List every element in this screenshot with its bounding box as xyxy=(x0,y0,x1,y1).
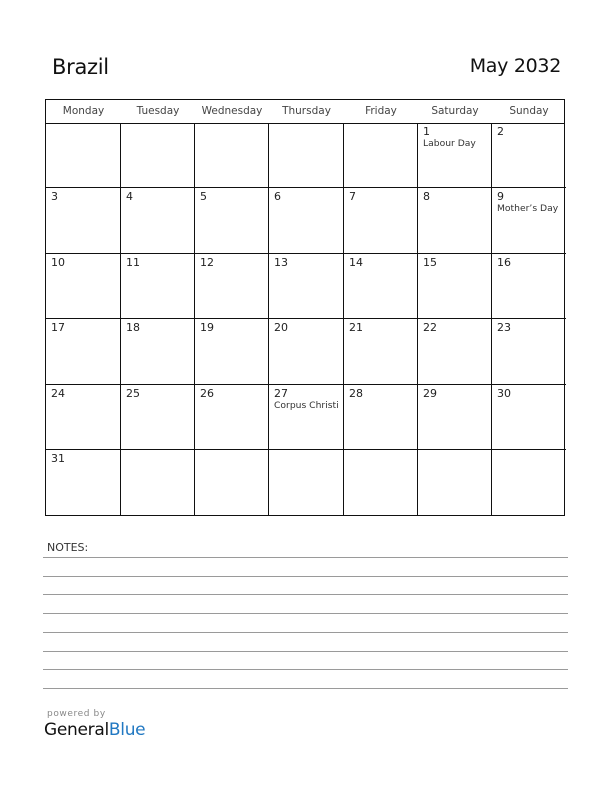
day-number: 9 xyxy=(497,190,504,203)
note-line xyxy=(43,651,568,652)
day-cell-4 xyxy=(121,188,195,254)
day-cell-23 xyxy=(492,319,566,385)
day-cell-8 xyxy=(418,188,492,254)
day-cell-11 xyxy=(121,254,195,319)
day-number: 13 xyxy=(274,256,288,269)
empty-day-cell xyxy=(121,123,195,188)
day-number: 25 xyxy=(126,387,140,400)
day-cell-2 xyxy=(492,123,566,188)
day-cell-15 xyxy=(418,254,492,319)
day-cell-31 xyxy=(46,450,121,516)
empty-day-cell xyxy=(195,450,269,516)
notes-label: NOTES: xyxy=(47,541,89,554)
day-cell-21 xyxy=(344,319,418,385)
day-number: 26 xyxy=(200,387,214,400)
day-cell-25 xyxy=(121,385,195,450)
day-cell-12 xyxy=(195,254,269,319)
day-number: 19 xyxy=(200,321,214,334)
empty-day-cell xyxy=(492,450,566,516)
day-cell-5 xyxy=(195,188,269,254)
note-line xyxy=(43,576,568,577)
day-number: 20 xyxy=(274,321,288,334)
day-number: 16 xyxy=(497,256,511,269)
day-cell-24 xyxy=(46,385,121,450)
day-number: 5 xyxy=(200,190,207,203)
empty-day-cell xyxy=(195,123,269,188)
day-number: 7 xyxy=(349,190,356,203)
weekday-friday: Friday xyxy=(365,105,397,117)
note-line xyxy=(43,613,568,614)
brand-general: General xyxy=(44,720,109,740)
day-number: 3 xyxy=(51,190,58,203)
day-cell-13 xyxy=(269,254,344,319)
empty-day-cell xyxy=(121,450,195,516)
day-number: 6 xyxy=(274,190,281,203)
weekday-saturday: Saturday xyxy=(431,105,479,117)
weekday-sunday: Sunday xyxy=(509,105,549,117)
weekday-header-row xyxy=(46,100,564,124)
day-cell-10 xyxy=(46,254,121,319)
day-number: 14 xyxy=(349,256,363,269)
day-cell-18 xyxy=(121,319,195,385)
day-number: 17 xyxy=(51,321,65,334)
day-number: 30 xyxy=(497,387,511,400)
country-title: Brazil xyxy=(52,55,109,79)
day-cell-19 xyxy=(195,319,269,385)
weekday-wednesday: Wednesday xyxy=(201,105,263,117)
powered-by-text: powered by xyxy=(47,709,106,719)
empty-day-cell xyxy=(418,450,492,516)
month-year-title: May 2032 xyxy=(469,55,561,77)
day-number: 11 xyxy=(126,256,140,269)
day-cell-1 xyxy=(418,123,492,188)
day-number: 1 xyxy=(423,125,430,138)
day-number: 23 xyxy=(497,321,511,334)
weekday-monday: Monday xyxy=(62,105,105,117)
weekday-thursday: Thursday xyxy=(282,105,331,117)
day-number: 8 xyxy=(423,190,430,203)
note-line xyxy=(43,557,568,558)
empty-day-cell xyxy=(269,450,344,516)
day-number: 27 xyxy=(274,387,288,400)
day-cell-7 xyxy=(344,188,418,254)
holiday-label: Labour Day xyxy=(423,138,476,149)
day-number: 10 xyxy=(51,256,65,269)
note-line xyxy=(43,669,568,670)
day-number: 4 xyxy=(126,190,133,203)
note-line xyxy=(43,594,568,595)
day-cell-14 xyxy=(344,254,418,319)
empty-day-cell xyxy=(344,450,418,516)
day-cell-9 xyxy=(492,188,566,254)
day-cell-28 xyxy=(344,385,418,450)
day-cell-6 xyxy=(269,188,344,254)
weekday-tuesday: Tuesday xyxy=(136,105,180,117)
holiday-label: Corpus Christi xyxy=(274,400,339,411)
day-cell-16 xyxy=(492,254,566,319)
day-cell-27 xyxy=(269,385,344,450)
day-number: 31 xyxy=(51,452,65,465)
day-number: 28 xyxy=(349,387,363,400)
day-cell-29 xyxy=(418,385,492,450)
day-number: 18 xyxy=(126,321,140,334)
day-cell-17 xyxy=(46,319,121,385)
empty-day-cell xyxy=(269,123,344,188)
day-number: 12 xyxy=(200,256,214,269)
empty-day-cell xyxy=(344,123,418,188)
empty-day-cell xyxy=(46,123,121,188)
day-cell-3 xyxy=(46,188,121,254)
brand-blue: Blue xyxy=(108,720,146,740)
day-number: 24 xyxy=(51,387,65,400)
day-cell-22 xyxy=(418,319,492,385)
day-number: 29 xyxy=(423,387,437,400)
note-line xyxy=(43,632,568,633)
holiday-label: Mother’s Day xyxy=(497,203,559,214)
day-number: 21 xyxy=(349,321,363,334)
generalblue-logo xyxy=(44,720,145,740)
day-number: 15 xyxy=(423,256,437,269)
day-cell-26 xyxy=(195,385,269,450)
note-line xyxy=(43,688,568,689)
day-cell-20 xyxy=(269,319,344,385)
day-number: 22 xyxy=(423,321,437,334)
day-cell-30 xyxy=(492,385,566,450)
calendar-grid xyxy=(45,99,565,516)
day-number: 2 xyxy=(497,125,504,138)
